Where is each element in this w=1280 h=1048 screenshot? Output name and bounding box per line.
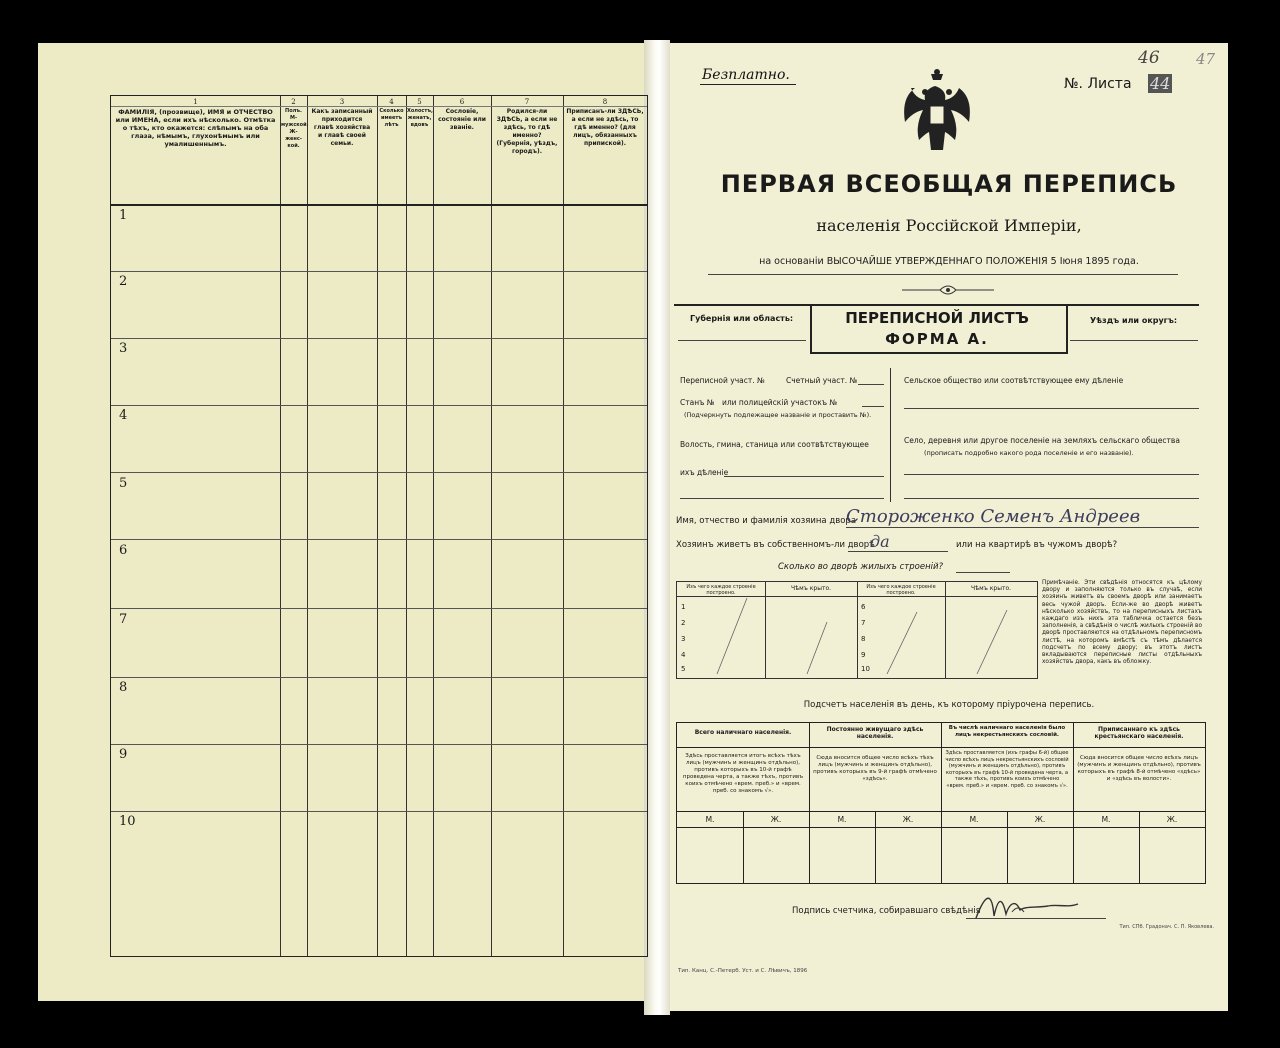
row-number: 4 xyxy=(119,408,128,423)
column-divider xyxy=(433,96,434,956)
legal-basis: на основаніи ВЫСОЧАЙШЕ УТВЕРЖДЕННАГО ПОЛОЖЕНІЯ 5 Іюня 1895 года. xyxy=(759,256,1139,267)
summary-head-non-peasant: Въ числѣ наличнаго населенія было лицъ некрестьянскихъ сословій. xyxy=(948,725,1066,738)
column-divider xyxy=(280,96,281,956)
rent-label: или на квартирѣ въ чужомъ дворѣ? xyxy=(956,540,1118,550)
owner-label: Имя, отчество и фамилія хозяина двора xyxy=(676,516,857,526)
form-title: ПЕРЕПИСНОЙ ЛИСТЪ xyxy=(845,309,1029,327)
printer-note-left: Тип. Канц. С.-Петерб. Уст. и С. Лѣвичъ, 1896 xyxy=(678,968,808,974)
census-table xyxy=(110,95,648,957)
column-header-marital: Холостъ, женатъ, вдовъ xyxy=(407,108,433,128)
camp-label: Станъ № xyxy=(680,398,715,407)
row-number: 10 xyxy=(119,814,136,829)
row-number: 1 xyxy=(119,208,128,223)
bld-head-material-2: Изъ чего каждое строеніе построено. xyxy=(866,584,936,596)
signature-line xyxy=(966,918,1106,919)
row-separator xyxy=(111,677,647,678)
rural-society-field xyxy=(904,408,1199,409)
handwritten-page-number-faint: 47 xyxy=(1196,50,1216,68)
village-field-2 xyxy=(904,498,1199,499)
summary-text-non-peasant: Здѣсь проставляется (изъ графы 6-й) общее число всѣхъ лицъ некрестьянскихъ сословій (мужчинъ и женщинъ отдѣльно), противъ которыхъ въ графѣ 10-й проведена черта, а также тѣхъ, противъ коихъ отмѣчено «врем. преб.» и «врем. преб. со знакомъ √». xyxy=(945,750,1069,789)
row-number: 7 xyxy=(119,612,128,627)
lives-handwritten: да xyxy=(870,532,890,551)
count-section-field xyxy=(858,384,884,385)
volost-label-2: ихъ дѣленіе xyxy=(680,468,729,477)
column-header-sex: Полъ. М-мужской. Ж-женс-кой. xyxy=(281,108,309,149)
district-field xyxy=(1070,340,1198,341)
form-letter: ФОРМА А. xyxy=(885,330,989,348)
row-number: 5 xyxy=(119,476,128,491)
census-subtitle: населенія Россійской Имперіи, xyxy=(816,216,1082,235)
column-header-name: ФАМИЛІЯ, (прозвище), ИМЯ и ОТЧЕСТВО или ИМЕНА, если ихъ нѣсколько. Отмѣтка о тѣхъ, кто окажется: слѣпымъ на оба глаза, нѣмымъ, глухонѣмымъ или умалишеннымъ. xyxy=(115,108,276,148)
column-number: 7 xyxy=(524,98,530,106)
column-header-relation: Какъ записанный приходится главѣ хозяйства и главѣ своей семьи. xyxy=(311,108,373,147)
buildings-label: Сколько во дворѣ жилыхъ строеній? xyxy=(778,562,944,572)
summary-text-peasant: Сюда вносится общее число всѣхъ лицъ (мужчинъ и женщинъ отдѣльно), противъ которыхъ въ графѣ 8-й отмѣчено «здѣсь» и «здѣсь въ волости». xyxy=(1077,755,1201,782)
owner-handwritten: Стороженко Семенъ Андреев xyxy=(846,506,1141,527)
count-section-label: Счетный участ. № xyxy=(786,376,858,385)
buildings-table xyxy=(676,581,1038,679)
district-label: Уѣздъ или округъ: xyxy=(1090,316,1178,325)
rural-society-label: Сельское общество или соотвѣтствующее ему дѣленіе xyxy=(904,376,1124,385)
summary-table xyxy=(676,722,1206,884)
ornament-divider xyxy=(900,282,996,298)
row-number: 6 xyxy=(119,543,128,558)
row-number: 9 xyxy=(119,747,128,762)
bld-row-8: 8 xyxy=(861,635,866,643)
column-number: 1 xyxy=(193,98,198,106)
summary-text-total: Здѣсь проставляется итогъ всѣхъ тѣхъ лицъ (мужчинъ и женщинъ отдѣльно), противъ которыхъ въ 10-й графѣ проведена черта, а также тѣхъ, противъ коихъ отмѣчено «врем. преб.» и «врем. преб. со знакомъ √». xyxy=(682,753,804,794)
number-separator xyxy=(111,106,647,107)
row-separator xyxy=(111,405,647,406)
row-number: 2 xyxy=(119,274,128,289)
province-label: Губернія или область: xyxy=(690,314,794,323)
underline-note: (Подчеркнуть подлежащее названіе и проставить №). xyxy=(684,411,872,419)
sheet-number: 44 xyxy=(1150,74,1171,93)
column-divider xyxy=(491,96,492,956)
row-number: 3 xyxy=(119,341,128,356)
summary-sex-f: Ж. xyxy=(770,815,782,824)
volost-field-2 xyxy=(680,498,884,499)
bld-pencil-marks xyxy=(677,582,1037,678)
column-number: 6 xyxy=(459,98,465,106)
bld-row-10: 10 xyxy=(861,665,870,673)
bld-head-roof: Чѣмъ крыто. xyxy=(790,585,832,592)
row-separator xyxy=(111,338,647,339)
location-divider xyxy=(890,368,891,502)
summary-sex-m: М. xyxy=(837,815,847,824)
signature-scrawl xyxy=(972,888,1082,928)
bld-head-roof-2: Чѣмъ крыто. xyxy=(970,585,1012,592)
summary-sex-f: Ж. xyxy=(902,815,914,824)
handwritten-page-number: 46 xyxy=(1138,48,1160,68)
column-number: 8 xyxy=(602,98,608,106)
basis-underline xyxy=(708,274,1178,275)
bld-row-9: 9 xyxy=(861,651,866,659)
bld-row-7: 7 xyxy=(861,619,866,627)
volost-field xyxy=(724,476,884,477)
lives-label: Хозяинъ живетъ въ собственномъ-ли дворѣ xyxy=(676,540,875,550)
row-separator xyxy=(111,608,647,609)
police-section-label: или полицейскій участокъ № xyxy=(722,398,838,407)
free-underline xyxy=(700,84,796,85)
summary-head-total: Всего наличнаго населенія. xyxy=(694,729,792,736)
bld-row-4: 4 xyxy=(681,651,686,659)
summary-text-line xyxy=(677,811,1205,812)
summary-sex-f: Ж. xyxy=(1034,815,1046,824)
summary-sex-m: М. xyxy=(1101,815,1111,824)
column-header-birthplace: Родился-ли ЗДѢСЬ, а если не здѣсь, то гдѣ именно? (Губернія, уѣздъ, городъ). xyxy=(496,108,558,155)
row-number: 8 xyxy=(119,680,128,695)
column-number: 2 xyxy=(291,98,296,106)
column-number: 3 xyxy=(339,98,345,106)
buildings-field xyxy=(956,572,1010,573)
row-separator xyxy=(111,811,647,812)
province-field xyxy=(678,340,806,341)
summary-head-line xyxy=(677,747,1205,748)
summary-title: Подсчетъ населенія въ день, къ которому пріурочена перепись. xyxy=(803,700,1095,710)
row-separator xyxy=(111,472,647,473)
column-header-age: Сколько имеетъ лѣтъ xyxy=(379,108,404,128)
bld-row-5: 5 xyxy=(681,665,686,673)
summary-head-peasant: Приписаннаго къ здѣсь крестьянскаго населенія. xyxy=(1094,726,1184,740)
village-label: Село, деревня или другое поселеніе на земляхъ сельскаго общества xyxy=(904,436,1180,445)
summary-head-permanent: Постоянно живущаго здѣсь населенія. xyxy=(826,726,924,740)
row-separator xyxy=(111,271,647,272)
buildings-note: Примѣчаніе. Эти свѣдѣнія относятся къ цѣлому двору и заполняются только въ случаѣ, если хозяинъ живетъ въ своемъ дворѣ или занимаетъ весь чужой дворъ. Если-же во дворѣ живетъ нѣсколько хозяйствъ, то на переписныхъ листахъ каждаго изъ нихъ эта табличка остается безъ заполненія, а свѣдѣнія о числѣ жилыхъ строеній во дворѣ проставляются на отдѣльномъ переписномъ листѣ, на которомъ вмѣстѣ съ тѣмъ дѣлается подсчетъ по всему двору; въ этотъ листъ вкладываются переписные листы отдѣльныхъ хозяйствъ двора, какъ въ обложку. xyxy=(1042,580,1202,666)
header-separator xyxy=(111,204,647,206)
column-divider xyxy=(307,96,308,956)
sheet-label: №. Листа xyxy=(1064,76,1132,92)
row-separator xyxy=(111,539,647,540)
lives-field xyxy=(848,551,948,552)
summary-mf-line xyxy=(677,827,1205,828)
bld-row-1: 1 xyxy=(681,603,686,611)
column-header-registered: Приписанъ-ли ЗДѢСЬ, а если не здѣсь, то гдѣ именно? (для лицъ, обязанныхъ припиской). xyxy=(566,108,644,147)
census-section-label: Переписной участ. № xyxy=(680,376,765,385)
bld-row-3: 3 xyxy=(681,635,686,643)
summary-sex-m: М. xyxy=(705,815,715,824)
column-divider xyxy=(377,96,378,956)
printer-note-right: Тип. СПб. Градонач. С. П. Яковлева. xyxy=(1119,924,1214,930)
column-number: 4 xyxy=(389,98,394,106)
bld-row-6: 6 xyxy=(861,603,866,611)
column-divider xyxy=(406,96,407,956)
summary-sex-m: М. xyxy=(969,815,979,824)
volost-label: Волость, гмина, станица или соотвѣтствующее xyxy=(680,440,869,449)
summary-sex-f: Ж. xyxy=(1166,815,1178,824)
village-note: (прописать подробно какого рода поселеніе и его названіе). xyxy=(924,449,1134,457)
census-title: ПЕРВАЯ ВСЕОБЩАЯ ПЕРЕПИСЬ xyxy=(720,170,1178,198)
row-separator xyxy=(111,744,647,745)
column-header-estate: Сословіе, состояніе или званіе. xyxy=(438,108,486,131)
owner-field xyxy=(846,527,1199,528)
bld-row-2: 2 xyxy=(681,619,686,627)
free-label: Безплатно. xyxy=(702,67,790,83)
police-section-field xyxy=(862,406,884,407)
column-divider xyxy=(563,96,564,956)
village-field xyxy=(904,474,1199,475)
signature-label: Подпись счетчика, собиравшаго свѣдѣнія xyxy=(792,906,981,916)
summary-text-permanent: Сюда вносится общее число всѣхъ тѣхъ лицъ (мужчинъ и женщинъ отдѣльно), противъ которыхъ въ 9-й графѣ отмѣчено «здѣсь». xyxy=(813,755,937,782)
bld-head-material: Изъ чего каждое строеніе построено. xyxy=(686,584,756,596)
imperial-eagle-emblem xyxy=(895,66,979,162)
column-number: 5 xyxy=(417,98,422,106)
